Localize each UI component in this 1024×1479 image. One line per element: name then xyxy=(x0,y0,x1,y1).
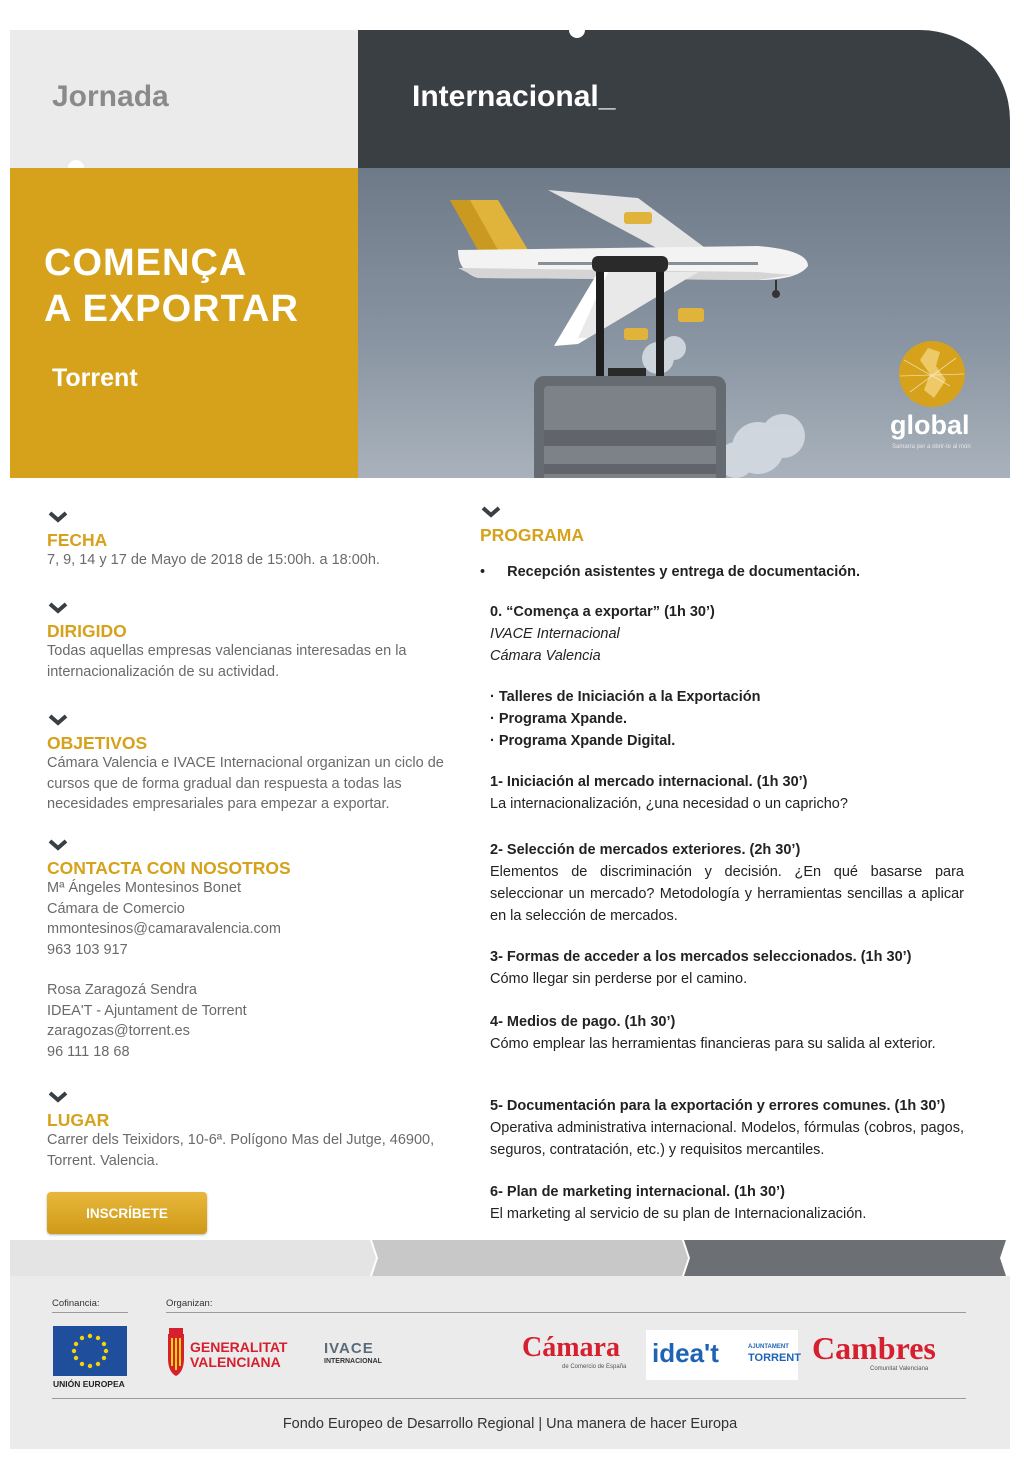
generalitat-shield-icon xyxy=(166,1328,186,1378)
chevron-down-icon xyxy=(480,505,502,519)
header-right-panel xyxy=(358,30,1010,168)
contact1-org: Cámara de Comercio xyxy=(47,900,185,917)
contact1-phone[interactable]: 963 103 917 xyxy=(47,941,128,958)
modulo-2 xyxy=(490,839,964,927)
contact2-email[interactable]: zaragozas@torrent.es xyxy=(47,1023,190,1039)
contact2-name: Rosa Zaragozá Sendra xyxy=(47,982,197,998)
footer-arrow-band xyxy=(10,1240,1010,1276)
ivace-sub: INTERNACIONAL xyxy=(324,1358,382,1365)
header-left-title: Jornada xyxy=(52,80,169,113)
modulo-6 xyxy=(490,1181,964,1225)
globe-icon xyxy=(890,340,1000,410)
footer xyxy=(10,1276,1010,1449)
dirigido-text: Todas aquellas empresas valencianas interesadas en la internacionalización de su actividad. xyxy=(47,643,407,680)
fecha-heading: FECHA xyxy=(47,530,108,550)
objetivos-section xyxy=(47,713,457,815)
modulo-6-title: 6- Plan de marketing internacional. (1h 30’) xyxy=(490,1184,785,1200)
talleres-list xyxy=(490,686,964,752)
global-logo-tagline: Samarra per a obrir-te al món xyxy=(892,444,971,450)
header-right-title: Internacional_ xyxy=(412,80,616,113)
lugar-text: Carrer dels Teixidors, 10-6ª. Polígono Mas del Jutge, 46900, Torrent. Valencia. xyxy=(47,1132,435,1169)
modulo-3 xyxy=(490,946,964,990)
modulo-5 xyxy=(490,1095,964,1161)
chevron-down-icon xyxy=(47,713,69,727)
header-left-panel xyxy=(10,30,358,168)
modulo-4-text: Cómo emplear las herramientas financieras para su salida al exterior. xyxy=(490,1036,936,1052)
lugar-section xyxy=(47,1090,457,1171)
modulo-3-title: 3- Formas de acceder a los mercados seleccionados. (1h 30’) xyxy=(490,949,912,965)
eu-label: UNIÓN EUROPEA xyxy=(53,1379,125,1389)
ajuntament-line1: AJUNTAMENT xyxy=(748,1344,789,1350)
objetivos-heading: OBJETIVOS xyxy=(47,733,148,753)
fecha-section xyxy=(47,510,457,571)
dirigido-section xyxy=(47,601,457,682)
cambres-sub: Comunitat Valenciana xyxy=(870,1366,929,1372)
objetivos-text: Cámara Valencia e IVACE Internacional organizan un ciclo de cursos que de forma gradual dan respuesta a todas las necesidades empresariales para empezar a exportar. xyxy=(47,755,444,812)
ivace-logo: IVACE xyxy=(324,1340,374,1357)
modulo-2-title: 2- Selección de mercados exteriores. (2h 30’) xyxy=(490,842,801,858)
divider xyxy=(166,1312,966,1313)
ajuntament-line2: TORRENT xyxy=(748,1352,801,1364)
modulo-0-line2: Cámara Valencia xyxy=(490,648,601,664)
chevron-down-icon xyxy=(47,601,69,615)
hero-illustration xyxy=(358,168,1010,478)
hero-city: Torrent xyxy=(52,364,138,392)
modulo-4-title: 4- Medios de pago. (1h 30’) xyxy=(490,1014,676,1030)
eu-flag-icon xyxy=(53,1326,127,1376)
lugar-heading: LUGAR xyxy=(47,1110,110,1130)
spacer xyxy=(47,960,457,980)
hero-panel xyxy=(10,168,358,478)
modulo-0-title: 0. “Comença a exportar” (1h 30’) xyxy=(490,604,715,620)
list-item: · Talleres de Iniciación a la Exportación xyxy=(490,689,761,705)
modulo-3-text: Cómo llegar sin perderse por el camino. xyxy=(490,971,748,987)
modulo-1 xyxy=(490,771,964,815)
chevron-down-icon xyxy=(47,838,69,852)
ideat-logo-box xyxy=(646,1330,801,1380)
modulo-1-text: La internacionalización, ¿una necesidad o un capricho? xyxy=(490,796,848,812)
contact2-org: IDEA'T - Ajuntament de Torrent xyxy=(47,1002,247,1019)
modulo-2-text: Elementos de discriminación y decisión. ¿En qué basarse para seleccionar un mercado? Metodología y herramientas sencillas a aplicar en la selección de mercados. xyxy=(490,864,964,924)
modulo-5-title: 5- Documentación para la exportación y errores comunes. (1h 30’) xyxy=(490,1098,946,1114)
contact1-email[interactable]: mmontesinos@camaravalencia.com xyxy=(47,921,281,937)
ideat-logo: idea't xyxy=(652,1338,719,1368)
modulo-6-text: El marketing al servicio de su plan de Internacionalización. xyxy=(490,1206,867,1222)
contacta-heading: CONTACTA CON NOSOTROS xyxy=(47,858,291,878)
modulo-0-line1: IVACE Internacional xyxy=(490,626,620,642)
generalitat-line2: VALENCIANA xyxy=(190,1354,281,1370)
camara-logo: Cámara xyxy=(522,1332,620,1363)
dirigido-heading: DIRIGIDO xyxy=(47,621,127,641)
list-item: · Programa Xpande. xyxy=(490,711,627,727)
divider xyxy=(52,1312,128,1313)
chevron-down-icon xyxy=(47,1090,69,1104)
modulo-0 xyxy=(490,601,964,667)
modulo-4 xyxy=(490,1011,964,1055)
chevron-down-icon xyxy=(47,510,69,524)
divider xyxy=(52,1398,966,1399)
modulo-5-text: Operativa administrativa internacional. Modelos, fórmulas (cobros, pagos, seguros, contratación, etc.) y requisitos mercantiles. xyxy=(490,1120,964,1158)
camara-sub: de Comercio de España xyxy=(562,1364,627,1370)
cambres-logo: Cambres xyxy=(812,1330,936,1366)
decor-dot xyxy=(569,22,585,38)
cofinancia-label: Cofinancia: xyxy=(52,1298,100,1309)
footer-tagline: Fondo Europeo de Desarrollo Regional | Una manera de hacer Europa xyxy=(282,1416,738,1432)
generalitat-line1: GENERALITAT xyxy=(190,1339,288,1355)
bullet-icon: • xyxy=(480,564,486,580)
programa-column xyxy=(480,505,970,1222)
organizan-label: Organizan: xyxy=(166,1298,213,1309)
contact1-name: Mª Ángeles Montesinos Bonet xyxy=(47,880,241,896)
programa-bullet xyxy=(480,561,964,583)
fecha-text: 7, 9, 14 y 17 de Mayo de 2018 de 15:00h. a 18:00h. xyxy=(47,552,380,568)
inscribete-button[interactable]: INSCRÍBETE xyxy=(47,1192,207,1234)
programa-bullet-text: Recepción asistentes y entrega de documentación. xyxy=(507,564,861,580)
list-item: · Programa Xpande Digital. xyxy=(490,733,676,749)
hero-title: COMENÇA A EXPORTAR xyxy=(44,242,299,330)
contact2-phone[interactable]: 96 111 18 68 xyxy=(47,1043,130,1060)
global-logo-word: global xyxy=(890,410,970,440)
modulo-1-title: 1- Iniciación al mercado internacional. (1h 30’) xyxy=(490,774,808,790)
programa-heading: PROGRAMA xyxy=(480,525,585,545)
contacta-section xyxy=(47,838,457,1062)
